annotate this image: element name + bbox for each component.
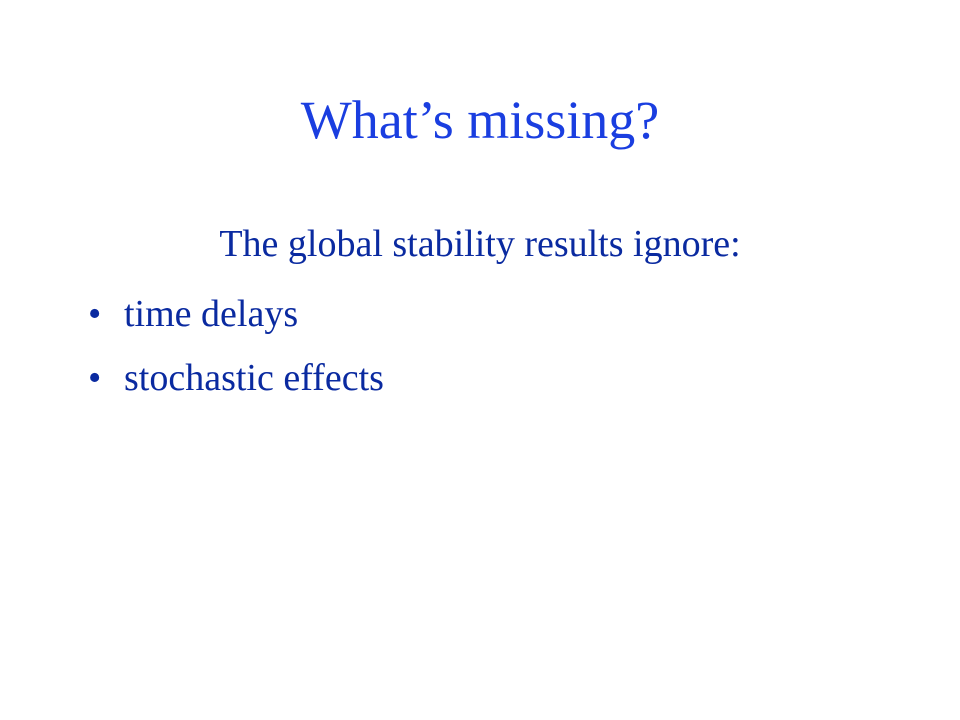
slide-subtitle: The global stability results ignore: [219, 223, 741, 265]
bullet-list [88, 290, 384, 418]
bullet-marker: • [88, 357, 102, 399]
slide-title: What’s missing? [300, 90, 660, 150]
bullet-text: time delays [124, 293, 299, 335]
bullet-item-time-delays [88, 290, 384, 338]
bullet-text: stochastic effects [124, 357, 384, 399]
bullet-item-stochastic-effects [88, 354, 384, 402]
bullet-marker: • [88, 293, 102, 335]
